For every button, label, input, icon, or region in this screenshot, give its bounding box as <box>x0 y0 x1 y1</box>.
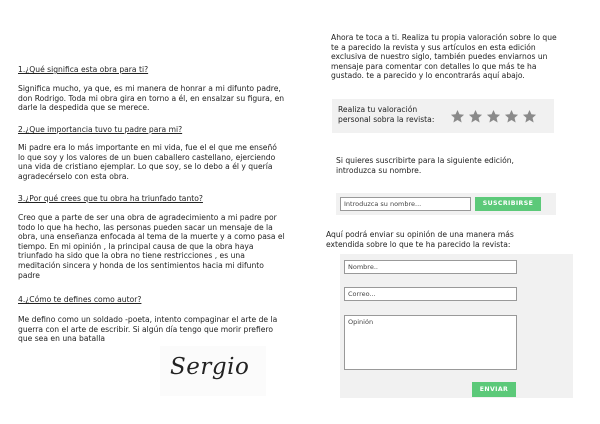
question-1: 1.¿Qué significa esta obra para ti? <box>18 65 149 74</box>
subscribe-name-input[interactable]: Introduzca su nombre... <box>340 197 471 211</box>
rating-stars[interactable] <box>450 109 537 124</box>
star-icon[interactable] <box>486 109 501 124</box>
intro-text: Ahora te toca a ti. Realiza tu propia valoración sobre lo que te a parecido la revista y sus artículos en esta edición exclusiva de nuestro siglo, también puedes enviarnos un mensaje para comentar con detalles lo que más te ha gustado. te a parecido y lo encontrarás aquí abajo. <box>331 33 557 81</box>
star-icon[interactable] <box>504 109 519 124</box>
send-button[interactable]: ENVIAR <box>472 382 516 397</box>
subscribe-button[interactable]: SUSCRIBIRSE <box>475 197 541 211</box>
subscribe-text: Si quieres suscribirte para la siguiente edición, introduzca su nombre. <box>336 156 514 175</box>
signature-image <box>160 346 266 396</box>
opinion-name-input[interactable]: Nombre.. <box>344 260 517 274</box>
answer-3: Creo que a parte de ser una obra de agradecimiento a mi padre por todo lo que ha hecho, las personas pueden sacar un mensaje de la obra, una enseñanza enfocada al tema de la muerte y a como pasa el tiempo. En mi opinión , la principal causa de que la obra haya triunfado ha sido que la obra no tiene restricciones , es una meditación sincera y honda de los sentimientos hacia mi difunto padre <box>18 213 285 280</box>
question-2: 2.¿Que importancia tuvo tu padre para mi? <box>18 125 183 134</box>
question-3: 3.¿Por qué crees que tu obra ha triunfado tanto? <box>18 194 203 203</box>
signature-text: Sergio <box>170 354 250 380</box>
opinion-email-input[interactable]: Correo... <box>344 287 517 301</box>
answer-2: Mi padre era lo más importante en mi vida, fue el el que me enseñó lo que soy y los valores de un buen caballero castellano, ejerciendo una vida de cristiano ejemplar. Lo que soy, se lo debo a él y quería agradecérselo con esta obra. <box>18 143 277 181</box>
star-icon[interactable] <box>450 109 465 124</box>
star-icon[interactable] <box>522 109 537 124</box>
rating-label: Realiza tu valoración personal sobra la revista: <box>338 105 435 124</box>
answer-4: Me defino como un soldado -poeta, intento compaginar el arte de la guerra con el arte de escribir. Si algún día tengo que morir prefiero que sea en una batalla <box>18 315 278 344</box>
question-4: 4.¿Cómo te defines como autor? <box>18 295 142 304</box>
star-icon[interactable] <box>468 109 483 124</box>
answer-1: Significa mucho, ya que, es mi manera de honrar a mi difunto padre, don Rodrigo. Toda mi obra gira en torno a él, en ensalzar su figura, en darle la despedida que se merece. <box>18 84 285 113</box>
opinion-text: Aquí podrá enviar su opinión de una manera más extendida sobre lo que te ha parecido la revista: <box>326 230 514 249</box>
opinion-message-textarea[interactable]: Opinión <box>344 315 517 370</box>
